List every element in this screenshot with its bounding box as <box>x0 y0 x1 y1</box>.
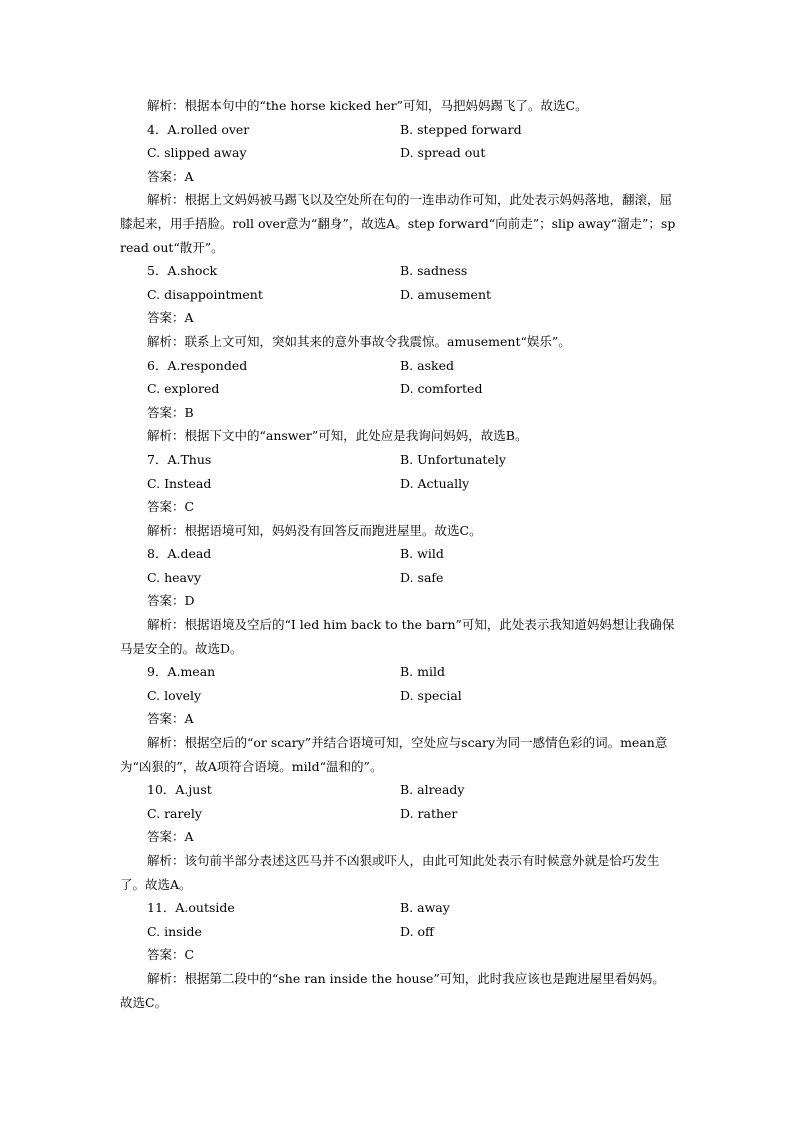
option-b: B. stepped forward <box>400 121 522 137</box>
option-a-text: A.mean <box>167 664 216 680</box>
question-options-row-1 <box>120 259 676 283</box>
option-a <box>120 118 400 142</box>
analysis-paragraph: 解析：联系上文可知，突如其来的意外事故令我震惊。amusement“娱乐”。 <box>147 333 571 349</box>
option-a-text: A.outside <box>175 900 235 916</box>
answer-line: 答案：A <box>147 168 194 184</box>
question-options-row-2 <box>120 920 676 944</box>
question-options-row-2 <box>120 283 676 307</box>
question-options-row-2 <box>120 377 676 401</box>
option-a-text: A.rolled over <box>167 121 250 137</box>
question-options-row-1 <box>120 118 676 142</box>
question-options-row-1 <box>120 542 676 566</box>
question-options-row-2 <box>120 566 676 590</box>
option-b: B. away <box>400 900 450 916</box>
option-a <box>120 660 400 684</box>
option-c: C. Instead <box>147 475 212 491</box>
option-a <box>120 354 400 378</box>
analysis-paragraph: 解析：根据本句中的“the horse kicked her”可知，马把妈妈踢飞了。故选C。 <box>147 98 588 113</box>
question-number: 4． <box>147 121 168 137</box>
option-c: C. explored <box>147 381 220 397</box>
analysis-paragraph: 解析：根据空后的“or scary”并结合语境可知，空处应与scary为同一感情色彩的词。mean意为“凶狠的”，故A项符合语境。mild“温和的”。 <box>120 735 668 774</box>
option-c: C. rarely <box>147 805 202 821</box>
answer-line: 答案：C <box>147 947 195 963</box>
question-options-row-2 <box>120 684 676 708</box>
option-d: D. comforted <box>400 381 483 397</box>
document-body <box>120 94 676 1014</box>
option-d: D. spread out <box>400 145 486 161</box>
option-d: D. off <box>400 923 434 939</box>
option-a-text: A.dead <box>167 546 212 562</box>
question-options-row-1 <box>120 660 676 684</box>
option-b: B. wild <box>400 546 444 562</box>
option-d: D. safe <box>400 569 444 585</box>
answer-line: 答案：C <box>147 499 195 515</box>
option-a <box>120 448 400 472</box>
question-options-row-1 <box>120 778 676 802</box>
analysis-paragraph: 解析：该句前半部分表述这匹马并不凶狠或吓人，由此可知此处表示有时候意外就是恰巧发生了。故选A。 <box>120 853 660 892</box>
option-a-text: A.just <box>175 782 212 798</box>
option-d: D. amusement <box>400 286 492 302</box>
analysis-paragraph: 解析：根据下文中的“answer”可知，此处应是我询问妈妈，故选B。 <box>147 428 528 444</box>
option-d: D. special <box>400 687 462 703</box>
answer-line: 答案：A <box>147 310 194 326</box>
option-c: C. disappointment <box>147 286 263 302</box>
option-d: D. Actually <box>400 475 470 491</box>
option-b: B. sadness <box>400 263 468 279</box>
answer-line: 答案：A <box>147 711 194 727</box>
answer-line: 答案：D <box>147 593 195 609</box>
analysis-paragraph: 解析：根据语境及空后的“I led him back to the barn”可知，此处表示我知道妈妈想让我确保马是安全的。故选D。 <box>120 617 675 656</box>
question-number: 7． <box>147 451 168 467</box>
option-d: D. rather <box>400 805 458 821</box>
answer-line: 答案：A <box>147 829 194 845</box>
option-a <box>120 259 400 283</box>
option-c: C. heavy <box>147 569 202 585</box>
option-a <box>120 542 400 566</box>
question-number: 10． <box>147 782 176 798</box>
option-c: C. slipped away <box>147 145 247 161</box>
option-c: C. inside <box>147 923 202 939</box>
question-number: 6． <box>147 357 168 373</box>
option-b: B. asked <box>400 357 454 373</box>
option-a-text: A.Thus <box>167 451 212 467</box>
question-options-row-1 <box>120 354 676 378</box>
question-number: 9． <box>147 664 168 680</box>
question-options-row-2 <box>120 802 676 826</box>
question-options-row-1 <box>120 896 676 920</box>
question-number: 8． <box>147 546 168 562</box>
option-a-text: A.shock <box>167 263 218 279</box>
question-options-row-2 <box>120 472 676 496</box>
analysis-paragraph: 解析：根据上文妈妈被马踢飞以及空处所在句的一连串动作可知，此处表示妈妈落地，翻滚，屈膝起来，用手捂脸。roll over意为“翻身”，故选A。step forward“向前走”；slip away“溜走”；spread out“散开”。 <box>120 192 676 255</box>
option-a <box>120 896 400 920</box>
question-number: 11． <box>147 900 176 916</box>
analysis-paragraph: 解析：根据语境可知，妈妈没有回答反而跑进屋里。故选C。 <box>147 522 482 538</box>
question-number: 5． <box>147 263 168 279</box>
analysis-paragraph: 解析：根据第二段中的“she ran inside the house”可知，此时我应该也是跑进屋里看妈妈。故选C。 <box>120 970 665 1010</box>
question-options-row-1 <box>120 448 676 472</box>
option-a <box>120 778 400 802</box>
option-c: C. lovely <box>147 687 202 703</box>
option-b: B. mild <box>400 664 445 680</box>
option-b: B. Unfortunately <box>400 451 506 467</box>
option-b: B. already <box>400 782 465 798</box>
option-a-text: A.responded <box>167 357 248 373</box>
question-options-row-2 <box>120 141 676 165</box>
answer-line: 答案：B <box>147 404 194 420</box>
